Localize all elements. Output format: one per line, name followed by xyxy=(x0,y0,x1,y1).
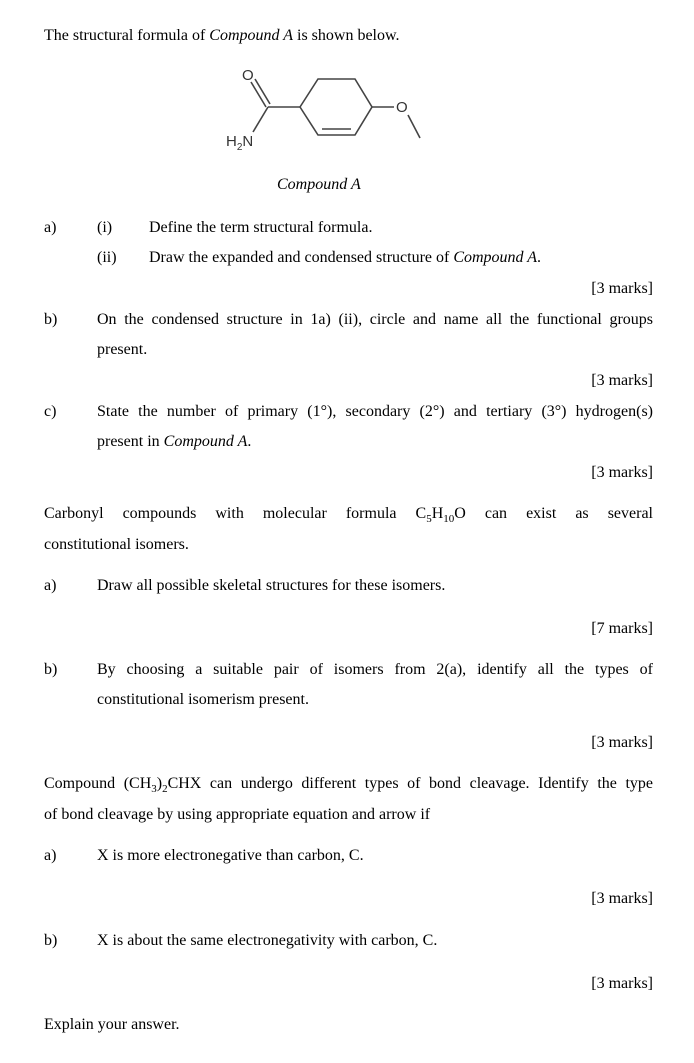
q1a-ii-number: (ii) xyxy=(97,249,117,266)
q2b-letter: b) xyxy=(44,661,58,678)
q1a-i-number: (i) xyxy=(97,219,113,236)
q2a-marks: [7 marks] xyxy=(591,620,653,637)
q1a-i-text: Define the term structural formula. xyxy=(149,219,373,236)
q2b-line2: constitutional isomerism present. xyxy=(97,691,309,708)
intro-pre: The structural formula of xyxy=(44,27,210,44)
intro-post: is shown below. xyxy=(293,27,400,44)
compound-a-structure xyxy=(0,0,694,170)
q2b-line1: By choosing a suitable pair of isomers from 2(a), identify all the types of xyxy=(97,661,653,678)
q1b-line2: present. xyxy=(97,341,148,358)
q3-stem-line2: of bond cleavage by using appropriate equation and arrow if xyxy=(44,806,431,823)
intro-compound: Compound A xyxy=(209,27,293,44)
q2-stem-line2: constitutional isomers. xyxy=(44,536,189,553)
q2a-letter: a) xyxy=(44,577,57,594)
q2-stem-line1: Carbonyl compounds with molecular formula $C_5H_{10}O$ can exist as several xyxy=(44,505,653,526)
closing-text: Explain your answer. xyxy=(44,1016,180,1033)
structure-caption: Compound A xyxy=(277,176,361,193)
q1b-line1: On the condensed structure in 1a) (ii), circle and name all the functional groups xyxy=(97,311,653,328)
q3a-letter: a) xyxy=(44,847,57,864)
q2b-marks: [3 marks] xyxy=(591,734,653,751)
atom-oxygen-carbonyl: O xyxy=(242,67,254,84)
q1b-letter: b) xyxy=(44,311,58,328)
q1c-line1: State the number of primary (1°), secondary (2°) and tertiary (3°) hydrogen(s) xyxy=(97,403,653,420)
q3a-text: X is more electronegative than carbon, C. xyxy=(97,847,364,864)
q1a-marks: [3 marks] xyxy=(591,280,653,297)
q3b-text: X is about the same electronegativity with carbon, C. xyxy=(97,932,438,949)
q1a-letter: a) xyxy=(44,219,57,236)
q3b-letter: b) xyxy=(44,932,58,949)
q3-stem-line1: Compound $(CH_3)_2CHX$ can undergo different types of bond cleavage. Identify the type xyxy=(44,775,653,796)
q1c-line2: present in Compound A. xyxy=(97,433,252,450)
bonds xyxy=(251,79,420,138)
q1b-marks: [3 marks] xyxy=(591,372,653,389)
q1a-ii-text: Draw the expanded and condensed structure of Compound A. xyxy=(149,249,542,266)
q2a-text: Draw all possible skeletal structures for these isomers. xyxy=(97,577,446,594)
atom-oxygen-ether: O xyxy=(396,99,408,116)
q3b-marks: [3 marks] xyxy=(591,975,653,992)
q3a-marks: [3 marks] xyxy=(591,890,653,907)
q1c-marks: [3 marks] xyxy=(591,464,653,481)
atom-amine: $H_2N$ xyxy=(226,133,254,153)
q1c-letter: c) xyxy=(44,403,57,420)
